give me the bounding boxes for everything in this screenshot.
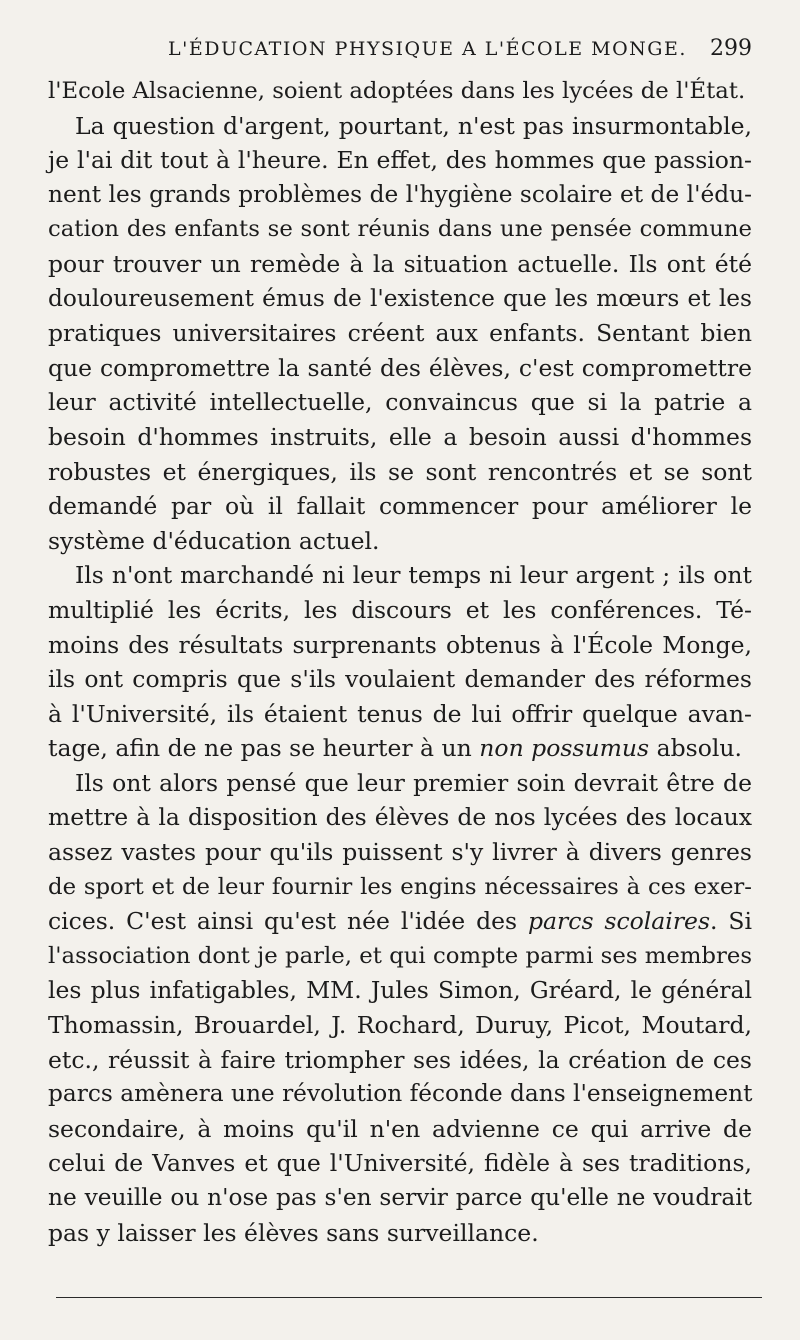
text-line: cation des enfants se sont réunis dans une pensée commune <box>48 216 752 243</box>
italic-phrase: non possumus <box>479 734 650 763</box>
text-line: je l'ai dit tout à l'heure. En effet, des hommes que passion- <box>48 146 752 175</box>
text-line: de sport et de leur fournir les engins nécessaires à ces exer- <box>48 873 752 900</box>
running-header <box>48 36 752 68</box>
text-line: que compromettre la santé des élèves, c'est compromettre <box>48 353 752 382</box>
text-line: l'association dont je parle, et qui compte parmi ses membres <box>48 942 752 969</box>
paragraph-4 <box>48 766 752 1250</box>
text-line: ne veuille ou n'ose pas s'en servir parce qu'elle ne voudrait <box>48 1184 752 1211</box>
text-line: Ils n'ont marchandé ni leur temps ni leur argent ; ils ont <box>75 561 752 590</box>
text-line: Ils ont alors pensé que leur premier soin devrait être de <box>75 768 752 797</box>
text-line: pas y laisser les élèves sans surveillance. <box>48 1218 539 1247</box>
text-run: cices. C'est ainsi qu'est née l'idée des <box>48 907 528 936</box>
text-line: à l'Université, ils étaient tenus de lui offrir quelque avan- <box>48 699 752 728</box>
text-line: pratiques universitaires créent aux enfants. Sentant bien <box>48 319 752 348</box>
text-line: douloureusement émus de l'existence que les mœurs et les <box>48 284 752 312</box>
text-line: robustes et énergiques, ils se sont rencontrés et se sont <box>48 457 752 486</box>
text-line: nent les grands problèmes de l'hygiène scolaire et de l'édu- <box>48 180 752 208</box>
text-line: celui de Vanves et que l'Université, fidèle à ses traditions, <box>48 1149 752 1178</box>
text-line: assez vastes pour qu'ils puissent s'y livrer à divers genres <box>48 838 752 867</box>
text-line: ils ont compris que s'ils voulaient demander des réformes <box>48 665 752 694</box>
text-line: mettre à la disposition des élèves de nos lycées des locaux <box>48 803 752 832</box>
text-line: besoin d'hommes instruits, elle a besoin aussi d'hommes <box>48 422 752 451</box>
paragraph-1 <box>48 74 752 109</box>
text-line <box>48 904 752 939</box>
text-line: multiplié les écrits, les discours et les conférences. Té- <box>48 595 752 624</box>
footnote-rule <box>56 1297 762 1298</box>
paragraph-2 <box>48 109 752 559</box>
text-line: La question d'argent, pourtant, n'est pas insurmontable, <box>75 111 752 140</box>
text-line: etc., réussit à faire triompher ses idées, la création de ces <box>48 1045 752 1074</box>
text-line: Thomassin, Brouardel, J. Rochard, Duruy, Picot, Moutard, <box>48 1011 752 1040</box>
text-line: moins des résultats surprenants obtenus à l'École Monge, <box>48 630 752 659</box>
text-run: . Si <box>710 907 753 936</box>
text-line: pour trouver un remède à la situation actuelle. Ils ont été <box>48 249 752 278</box>
text-line <box>48 731 752 766</box>
paragraph-3 <box>48 558 752 766</box>
text-run: absolu. <box>649 734 742 763</box>
page-number: 299 <box>710 36 752 61</box>
text-line: parcs amènera une révolution féconde dans l'enseignement <box>48 1080 753 1108</box>
text-line: secondaire, à moins qu'il n'en advienne ce qui arrive de <box>48 1114 752 1143</box>
body-text <box>48 74 752 1250</box>
text-line: l'Ecole Alsacienne, soient adoptées dans les lycées de l'État. <box>48 78 746 104</box>
italic-phrase: parcs scolaires <box>528 907 711 936</box>
text-line: demandé par où il fallait commencer pour améliorer le <box>48 492 752 521</box>
text-line: les plus infatigables, MM. Jules Simon, Gréard, le général <box>48 976 752 1005</box>
running-title: L'ÉDUCATION PHYSIQUE A L'ÉCOLE MONGE. <box>168 38 687 60</box>
text-line: leur activité intellectuelle, convaincus que si la patrie a <box>48 388 752 417</box>
text-run: tage, afin de ne pas se heurter à un <box>48 734 480 763</box>
text-line: système d'éducation actuel. <box>48 526 380 555</box>
